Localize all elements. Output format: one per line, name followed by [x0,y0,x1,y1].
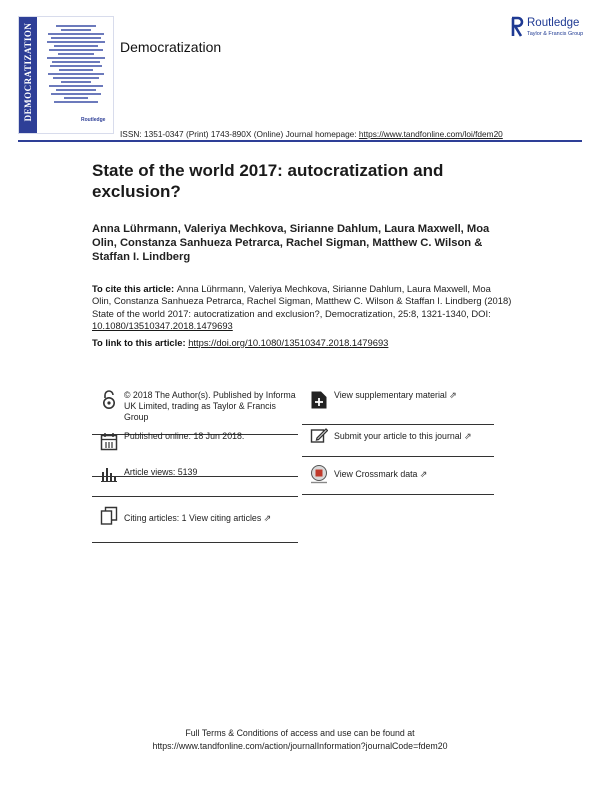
submit-article-text: Submit your article to this journal [334,431,462,441]
crossmark-text: View Crossmark data [334,469,418,479]
citation-text: Anna Lührmann, Valeriya Mechkova, Sirianne Dahlum, Laura Maxwell, Moa Olin, Constanza Sanhueza Petrarca, Rachel Sigman, Matthew C. Wilson & Staffan I. Lindberg (2018) State of the world 2017: autocratization and exclusion?, Democratization, 25:8, 1321-1340, DOI: [92,283,512,319]
article-doi-link[interactable]: https://doi.org/10.1080/13510347.2018.1479693 [188,337,389,348]
open-access-lock-icon [100,390,118,410]
publisher-logo[interactable] [510,16,600,42]
supplementary-text: View supplementary material [334,390,447,400]
crossmark-link[interactable] [334,469,427,480]
article-authors: Anna Lührmann, Valeriya Mechkova, Sirianne Dahlum, Laura Maxwell, Moa Olin, Constanza Sanhueza Petrarca, Rachel Sigman, Matthew C. Wilson & Staffan I. Lindberg [92,223,490,263]
journal-cover-thumbnail[interactable] [18,16,114,134]
supplementary-link[interactable] [334,390,457,401]
crossmark-cell[interactable] [302,456,494,495]
external-link-icon: ⇗ [464,431,472,441]
crossmark-icon [310,464,328,484]
external-link-icon: ⇗ [419,469,428,479]
calendar-icon [100,432,118,452]
cover-publisher-logo: Routledge [81,117,106,123]
cover-contents-lines [45,25,107,105]
cover-spine-title: DEMOCRATIZATION [23,22,33,122]
article-title: State of the world 2017: autocratization and exclusion? [92,161,444,201]
citation-label: To cite this article: [92,283,177,294]
publisher-name: Routledge [527,17,580,29]
citing-cell[interactable] [92,496,298,543]
article-link-line [92,337,532,348]
publisher-tagline: Taylor & Francis Group [527,31,584,37]
issn-text: ISSN: 1351-0347 (Print) 1743-890X (Online) Journal homepage: [120,129,359,139]
terms-url[interactable]: https://www.tandfonline.com/action/journalInformation?journalCode=fdem20 [152,740,448,751]
citing-articles-link[interactable] [124,513,271,524]
article-link-label: To link to this article: [92,337,189,348]
citation-doi-link[interactable]: 10.1080/13510347.2018.1479693 [92,319,233,331]
header-divider [18,140,582,142]
routledge-r-icon [510,16,524,38]
external-link-icon: ⇗ [263,513,272,523]
edit-pencil-icon [310,426,328,446]
submit-cell[interactable] [302,424,494,457]
journal-title: Democratization [120,39,222,55]
views-cell [92,456,298,497]
submit-article-link[interactable] [334,431,472,442]
copyright-text: © 2018 The Author(s). Published by Informa UK Limited, trading as Taylor & Francis Group [124,390,296,422]
terms-footer [0,727,600,752]
issn-line [120,129,503,139]
article-views: Article views: 5139 [124,467,198,477]
citing-documents-icon [100,506,118,526]
supplementary-cell[interactable] [302,382,494,425]
cover-spine [19,17,37,133]
supplementary-plus-icon [310,390,328,410]
bar-chart-icon [100,464,118,484]
citing-articles-text: Citing articles: 1 View citing articles [124,513,262,523]
citation-block [92,283,512,332]
journal-homepage-link[interactable]: https://www.tandfonline.com/loi/fdem20 [358,129,503,139]
terms-line: Full Terms & Conditions of access and use can be found at [185,728,415,738]
external-link-icon: ⇗ [449,390,457,400]
published-date: Published online: 18 Jun 2018. [124,431,245,441]
